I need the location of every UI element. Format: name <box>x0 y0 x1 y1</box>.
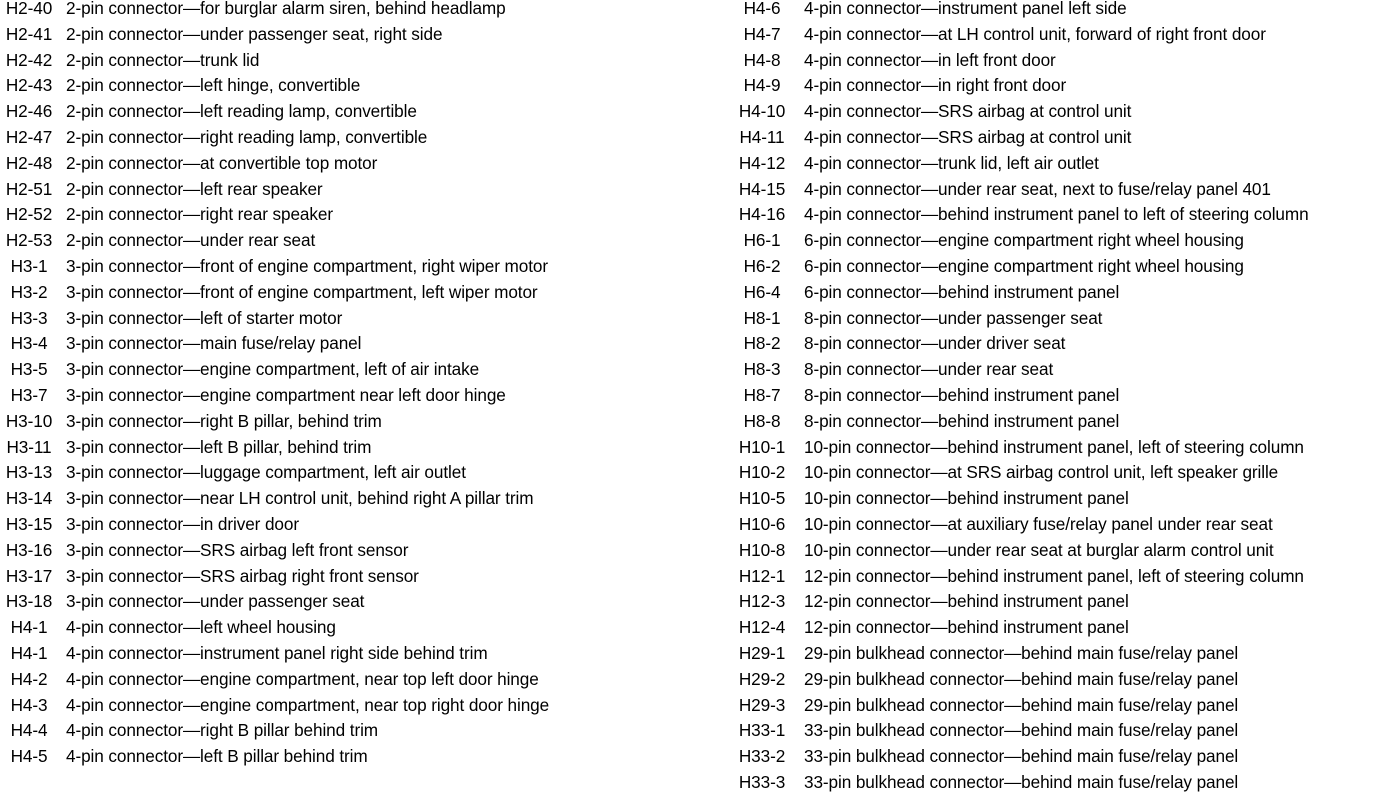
connector-description: 3-pin connector—main fuse/relay panel <box>66 333 362 354</box>
list-item <box>728 515 1392 541</box>
list-item <box>728 592 1392 618</box>
connector-description: 4-pin connector—instrument panel left side <box>804 0 1127 18</box>
list-item <box>728 128 1392 154</box>
connector-description: 3-pin connector—left B pillar, behind trim <box>66 436 372 457</box>
list-item <box>728 670 1392 696</box>
list-item <box>0 102 690 128</box>
list-item <box>0 592 690 618</box>
connector-description: 2-pin connector—under passenger seat, right side <box>66 23 443 44</box>
connector-code: H2-43 <box>5 75 53 96</box>
connector-description: 4-pin connector—in left front door <box>804 49 1056 70</box>
connector-description: 12-pin connector—behind instrument panel <box>804 591 1129 612</box>
list-item <box>728 257 1392 283</box>
list-item <box>728 618 1392 644</box>
connector-code: H3-3 <box>10 307 48 328</box>
connector-description: 4-pin connector—instrument panel right side behind trim <box>66 642 488 663</box>
connector-description: 4-pin connector—SRS airbag at control unit <box>804 101 1132 122</box>
connector-code: H10-5 <box>738 488 786 509</box>
connector-description: 4-pin connector—trunk lid, left air outlet <box>804 152 1099 173</box>
list-item <box>728 721 1392 747</box>
list-item <box>728 283 1392 309</box>
connector-code: H2-51 <box>5 178 53 199</box>
connector-code: H3-4 <box>10 333 48 354</box>
connector-code: H10-6 <box>738 513 786 534</box>
connector-description: 12-pin connector—behind instrument panel, left of steering column <box>804 565 1304 586</box>
connector-description: 3-pin connector—right B pillar, behind trim <box>66 410 382 431</box>
connector-description: 4-pin connector—in right front door <box>804 75 1067 96</box>
connector-description: 2-pin connector—right rear speaker <box>66 204 333 225</box>
connector-description: 33-pin bulkhead connector—behind main fuse/relay panel <box>804 771 1239 792</box>
connector-code: H4-3 <box>10 694 48 715</box>
list-item <box>0 180 690 206</box>
connector-code: H3-15 <box>5 513 53 534</box>
connector-description: 2-pin connector—left reading lamp, convertible <box>66 101 417 122</box>
list-item <box>0 386 690 412</box>
connector-code: H10-8 <box>738 539 786 560</box>
connector-code: H8-7 <box>743 384 781 405</box>
connector-description: 8-pin connector—under driver seat <box>804 333 1066 354</box>
connector-description: 29-pin bulkhead connector—behind main fuse/relay panel <box>804 694 1239 715</box>
list-item <box>0 76 690 102</box>
connector-code: H12-1 <box>738 565 786 586</box>
connector-code: H8-1 <box>743 307 781 328</box>
list-item <box>0 541 690 567</box>
connector-code: H3-17 <box>5 565 53 586</box>
list-item <box>728 0 1392 25</box>
connector-code: H2-42 <box>5 49 53 70</box>
list-item <box>0 360 690 386</box>
left-column <box>0 0 690 773</box>
connector-code: H6-1 <box>743 230 781 251</box>
connector-code: H3-10 <box>5 410 53 431</box>
connector-description: 3-pin connector—in driver door <box>66 513 299 534</box>
connector-description: 29-pin bulkhead connector—behind main fuse/relay panel <box>804 642 1239 663</box>
connector-description: 10-pin connector—at SRS airbag control unit, left speaker grille <box>804 462 1279 483</box>
connector-description: 33-pin bulkhead connector—behind main fuse/relay panel <box>804 746 1239 767</box>
connector-description: 4-pin connector—behind instrument panel to left of steering column <box>804 204 1309 225</box>
list-item <box>728 309 1392 335</box>
connector-description: 3-pin connector—engine compartment, left of air intake <box>66 359 480 380</box>
connector-code: H4-8 <box>743 49 781 70</box>
list-item <box>0 412 690 438</box>
list-item <box>728 51 1392 77</box>
connector-description: 6-pin connector—engine compartment right wheel housing <box>804 230 1244 251</box>
connector-code: H2-52 <box>5 204 53 225</box>
connector-code: H4-1 <box>10 642 48 663</box>
list-item <box>728 360 1392 386</box>
connector-code: H6-2 <box>743 255 781 276</box>
list-item <box>0 231 690 257</box>
connector-code: H2-47 <box>5 126 53 147</box>
connector-code: H12-4 <box>738 617 786 638</box>
list-item <box>0 696 690 722</box>
connector-description: 2-pin connector—trunk lid <box>66 49 260 70</box>
connector-description: 4-pin connector—at LH control unit, forward of right front door <box>804 23 1266 44</box>
connector-description: 3-pin connector—SRS airbag left front sensor <box>66 539 409 560</box>
list-item <box>0 334 690 360</box>
list-item <box>0 489 690 515</box>
connector-code: H4-1 <box>10 617 48 638</box>
list-item <box>728 154 1392 180</box>
connector-description: 29-pin bulkhead connector—behind main fuse/relay panel <box>804 668 1239 689</box>
connector-description: 12-pin connector—behind instrument panel <box>804 617 1129 638</box>
connector-code: H2-48 <box>5 152 53 173</box>
connector-code: H3-18 <box>5 591 53 612</box>
connector-description: 8-pin connector—behind instrument panel <box>804 384 1120 405</box>
connector-code: H29-2 <box>738 668 786 689</box>
list-item <box>0 618 690 644</box>
list-item <box>0 747 690 773</box>
list-item <box>0 567 690 593</box>
connector-code: H8-3 <box>743 359 781 380</box>
connector-description: 2-pin connector—for burglar alarm siren, behind headlamp <box>66 0 506 18</box>
connector-description: 3-pin connector—front of engine compartment, right wiper motor <box>66 255 548 276</box>
list-item <box>728 386 1392 412</box>
connector-code: H4-2 <box>10 668 48 689</box>
connector-description: 3-pin connector—SRS airbag right front sensor <box>66 565 419 586</box>
connector-description: 2-pin connector—left rear speaker <box>66 178 323 199</box>
connector-description: 3-pin connector—front of engine compartment, left wiper motor <box>66 281 538 302</box>
connector-description: 10-pin connector—behind instrument panel, left of steering column <box>804 436 1304 457</box>
list-item <box>0 257 690 283</box>
list-item <box>0 670 690 696</box>
list-item <box>0 721 690 747</box>
list-item <box>728 541 1392 567</box>
connector-code: H4-12 <box>738 152 786 173</box>
connector-description: 3-pin connector—left of starter motor <box>66 307 343 328</box>
connector-description: 10-pin connector—behind instrument panel <box>804 488 1129 509</box>
connector-code: H2-46 <box>5 101 53 122</box>
connector-code: H4-7 <box>743 23 781 44</box>
connector-code: H4-16 <box>738 204 786 225</box>
list-item <box>0 438 690 464</box>
connector-code: H10-2 <box>738 462 786 483</box>
connector-code: H2-53 <box>5 230 53 251</box>
list-item <box>0 128 690 154</box>
list-item <box>0 51 690 77</box>
list-item <box>728 180 1392 206</box>
connector-code: H2-40 <box>5 0 53 18</box>
connector-description: 4-pin connector—engine compartment, near top left door hinge <box>66 668 539 689</box>
connector-code: H10-1 <box>738 436 786 457</box>
connector-code: H33-1 <box>738 720 786 741</box>
connector-code: H4-9 <box>743 75 781 96</box>
connector-code: H3-16 <box>5 539 53 560</box>
list-item <box>728 463 1392 489</box>
connector-description: 6-pin connector—engine compartment right wheel housing <box>804 255 1244 276</box>
connector-code: H3-1 <box>10 255 48 276</box>
connector-code: H4-4 <box>10 720 48 741</box>
connector-description: 4-pin connector—right B pillar behind trim <box>66 720 379 741</box>
list-item <box>0 283 690 309</box>
list-item <box>0 309 690 335</box>
connector-description: 8-pin connector—under passenger seat <box>804 307 1103 328</box>
connector-code: H29-3 <box>738 694 786 715</box>
connector-code: H6-4 <box>743 281 781 302</box>
connector-description: 2-pin connector—under rear seat <box>66 230 316 251</box>
connector-description: 8-pin connector—behind instrument panel <box>804 410 1120 431</box>
connector-description: 2-pin connector—right reading lamp, convertible <box>66 126 428 147</box>
list-item <box>728 747 1392 773</box>
connector-description: 3-pin connector—near LH control unit, behind right A pillar trim <box>66 488 534 509</box>
connector-code: H2-41 <box>5 23 53 44</box>
connector-description: 33-pin bulkhead connector—behind main fuse/relay panel <box>804 720 1239 741</box>
list-item <box>0 0 690 25</box>
connector-description: 8-pin connector—under rear seat <box>804 359 1054 380</box>
list-item <box>728 25 1392 51</box>
connector-description: 10-pin connector—at auxiliary fuse/relay panel under rear seat <box>804 513 1273 534</box>
connector-code: H4-15 <box>738 178 786 199</box>
connector-code: H8-2 <box>743 333 781 354</box>
connector-code: H3-7 <box>10 384 48 405</box>
connector-code: H29-1 <box>738 642 786 663</box>
connector-code: H4-11 <box>739 126 785 147</box>
connector-code: H3-11 <box>6 436 52 457</box>
connector-code: H3-14 <box>5 488 53 509</box>
connector-code: H4-6 <box>743 0 781 18</box>
connector-description: 3-pin connector—under passenger seat <box>66 591 365 612</box>
connector-code: H3-5 <box>10 359 48 380</box>
connector-description: 4-pin connector—left B pillar behind trim <box>66 746 368 767</box>
list-item <box>728 567 1392 593</box>
list-item <box>728 644 1392 670</box>
connector-code: H4-5 <box>10 746 48 767</box>
right-column <box>728 0 1392 799</box>
connector-code: H12-3 <box>738 591 786 612</box>
list-item <box>728 489 1392 515</box>
list-item <box>0 644 690 670</box>
connector-description: 4-pin connector—engine compartment, near top right door hinge <box>66 694 550 715</box>
list-item <box>0 515 690 541</box>
list-item <box>728 231 1392 257</box>
connector-description: 3-pin connector—engine compartment near left door hinge <box>66 384 506 405</box>
connector-code: H4-10 <box>738 101 786 122</box>
list-item <box>728 696 1392 722</box>
connector-code: H33-3 <box>738 771 786 792</box>
list-item <box>0 154 690 180</box>
connector-description: 4-pin connector—under rear seat, next to fuse/relay panel 401 <box>804 178 1271 199</box>
list-item <box>0 463 690 489</box>
connector-description: 4-pin connector—SRS airbag at control unit <box>804 126 1132 147</box>
connector-description: 2-pin connector—left hinge, convertible <box>66 75 361 96</box>
connector-description: 6-pin connector—behind instrument panel <box>804 281 1120 302</box>
connector-code: H3-13 <box>5 462 53 483</box>
connector-code: H33-2 <box>738 746 786 767</box>
list-item <box>728 102 1392 128</box>
list-item <box>728 773 1392 799</box>
list-item <box>728 76 1392 102</box>
list-item <box>0 25 690 51</box>
connector-description: 3-pin connector—luggage compartment, left air outlet <box>66 462 466 483</box>
list-item <box>728 412 1392 438</box>
connector-code: H8-8 <box>743 410 781 431</box>
connector-description: 10-pin connector—under rear seat at burglar alarm control unit <box>804 539 1274 560</box>
list-item <box>728 205 1392 231</box>
list-item <box>0 205 690 231</box>
connector-description: 4-pin connector—left wheel housing <box>66 617 336 638</box>
list-item <box>728 438 1392 464</box>
connector-code: H3-2 <box>10 281 48 302</box>
connector-description: 2-pin connector—at convertible top motor <box>66 152 378 173</box>
list-item <box>728 334 1392 360</box>
